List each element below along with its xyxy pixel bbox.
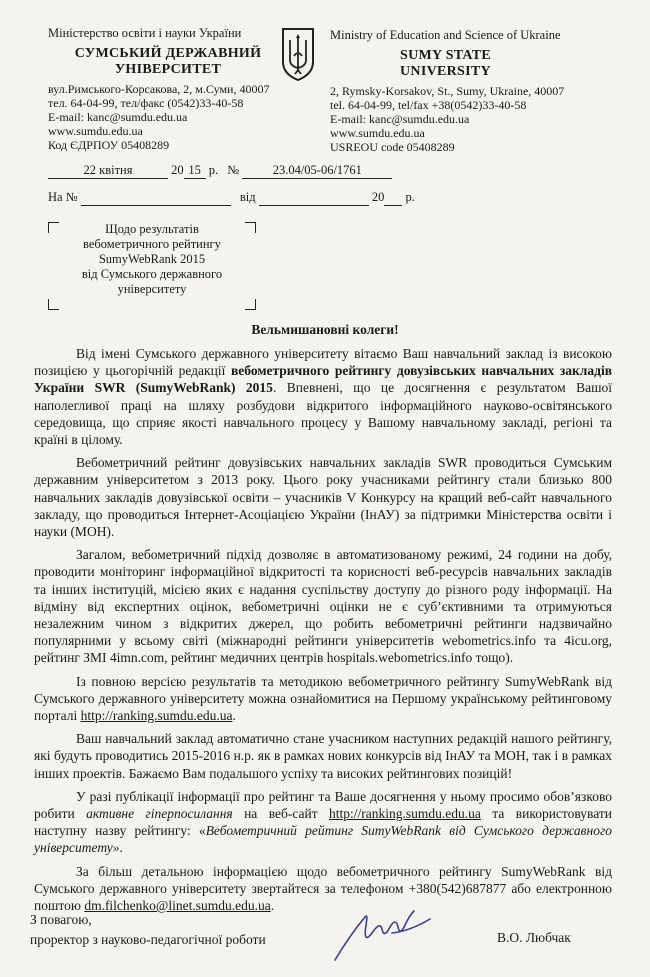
reference-year-unit: р. bbox=[405, 190, 415, 204]
registry-code-en: USREOU code 05408289 bbox=[330, 140, 455, 154]
signatory-name: В.О. Любчак bbox=[497, 930, 571, 945]
ministry-name-ua: Міністерство освіти і науки України bbox=[48, 26, 242, 40]
university-name-ua bbox=[48, 46, 288, 78]
contact-block-en bbox=[330, 84, 630, 154]
registry-code-ua: Код ЄДРПОУ 05408289 bbox=[48, 138, 170, 152]
p7-text-c: . bbox=[270, 898, 275, 914]
number-sign: № bbox=[227, 163, 240, 177]
university-name-en bbox=[330, 48, 630, 80]
subject-line-5: університету bbox=[117, 282, 187, 296]
letterhead-english bbox=[330, 28, 630, 154]
contact-block-ua bbox=[48, 82, 288, 152]
subject-line-3: SumyWebRank 2015 bbox=[98, 252, 206, 266]
paragraph-5: Ваш навчальний заклад автоматично стане учасником наступних редакцій нашого рейтингу, які будуть проводитись 2015-2016 н.р. як в рамках нових конкурсів від ІнАУ та МОН, так і в рамках інших проектів. Бажаємо Вам подальшого успіху та високих рейтингових позицій! bbox=[34, 731, 612, 781]
p6-text-c: на веб-сайт bbox=[232, 806, 330, 822]
address-ua: вул.Римського-Корсакова, 2, м.Суми, 40007 bbox=[48, 82, 270, 96]
subject-line-4: від Сумського державного bbox=[81, 267, 223, 281]
signatory-position: проректор з науково-педагогічної роботи bbox=[30, 932, 266, 947]
p4-text-c: . bbox=[232, 708, 236, 724]
university-name-en-line1: SUMY STATE bbox=[400, 48, 492, 63]
phone-en: tel. 64-04-99, tel/fax +38(0542)33-40-58 bbox=[330, 98, 527, 112]
website-en: www.sumdu.edu.ua bbox=[330, 126, 425, 140]
paragraph-2: Вебометричний рейтинг довузівських навчальних закладів SWR проводиться Сумським державним університетом з 2013 року. Цього року учасниками рейтингу стали близько 800 навчальних закладів довузівської освіти – учасників V Конкурсу на кращий веб-сайт навчального закладу, що проводиться Інтернет-Асоціацією України (ІнАУ) за підтримки Міністерства освіти і науки (МОН). bbox=[34, 455, 612, 540]
subject-block bbox=[48, 222, 256, 310]
subject-line-1: Щодо результатів bbox=[105, 222, 199, 236]
year-prefix: 20 bbox=[171, 163, 184, 177]
reference-year-blank bbox=[384, 190, 402, 206]
paragraph-7 bbox=[34, 863, 612, 915]
p6-text-f: . bbox=[119, 840, 123, 856]
reference-label: На № bbox=[48, 190, 78, 204]
address-en: 2, Rymsky-Korsakov, St., Sumy, Ukraine, 40007 bbox=[330, 84, 565, 98]
year-unit: р. bbox=[208, 163, 219, 177]
university-name-ua-line2: УНІВЕРСИТЕТ bbox=[114, 62, 222, 77]
university-name-ua-line1: СУМСЬКИЙ ДЕРЖАВНИЙ bbox=[74, 46, 262, 61]
email-ua: E-mail: kanc@sumdu.edu.ua bbox=[48, 110, 188, 124]
outgoing-registration-line bbox=[48, 163, 392, 179]
letter-body bbox=[34, 345, 612, 920]
letter-number: 23.04/05-06/1761 bbox=[242, 163, 392, 179]
from-label: від bbox=[239, 190, 256, 204]
p7-text-a: За більш детальною інформацією щодо вебометричного рейтингу SumyWebRank від Сумського державного університету звертайтеся за телефоном +380(542)687877 або електронною поштою bbox=[34, 863, 612, 914]
year-suffix: 15 bbox=[184, 163, 206, 179]
paragraph-3: Загалом, вебометричний підхід дозволяє в автоматизованому режимі, 24 години на добу, проводити моніторинг інформаційної відкритості та корисності веб-ресурсів навчальних закладів та інших інституцій, місією яких є надання суспільству доступу до різного роду інформації. На відміну від експертних оцінок, вебометричні оцінки не є суб’єктивними та отримуються незалежним чином з відкритих джерел, що робить вебометричні рейтинги надзвичайно популярними у всьому світі (міжнародні рейтинги університетів webometrics.info та 4icu.org, рейтинг ЗМІ 4imn.com, рейтинг медичних центрів hospitals.webometrics.info тощо). bbox=[34, 547, 612, 666]
email-en: E-mail: kanc@sumdu.edu.ua bbox=[330, 112, 470, 126]
coat-of-arms-icon bbox=[280, 26, 316, 82]
regards: З повагою, bbox=[30, 912, 92, 927]
reference-year-prefix: 20 bbox=[371, 190, 385, 204]
subject-corner-bl bbox=[48, 299, 59, 310]
subject-text bbox=[48, 222, 256, 297]
letter-date: 22 квітня bbox=[48, 163, 168, 179]
ranking-portal-link[interactable]: http://ranking.sumdu.edu.ua bbox=[80, 708, 233, 724]
incoming-reference-line bbox=[48, 190, 415, 206]
p1-text-c: . Впевнені, що це досягнення є результатом Вашої наполегливої праці на шляху розбудови відкритого інформаційного науково-освітянського середовища, що сприяє якості навчального процесу у Вашому навчальному закладі, регіоні та країні в цілому. bbox=[34, 380, 612, 448]
p6-text-a: У разі публікації інформації про рейтинг та Ваше досягнення у ньому просимо обов’язково робити bbox=[34, 788, 612, 822]
salutation: Вельмишановні колеги! bbox=[251, 322, 399, 337]
handwritten-signature bbox=[330, 905, 440, 965]
paragraph-1 bbox=[34, 345, 612, 448]
p4-text-a: Із повною версією результатів та методикою вебометричного рейтингу SumyWebRank від Сумського державного університету можна ознайомитися на Першому українському рейтинговому порталі bbox=[34, 673, 612, 724]
letterhead-ukrainian bbox=[48, 26, 288, 152]
website-ua: www.sumdu.edu.ua bbox=[48, 124, 143, 138]
contact-email-link[interactable]: dm.filchenko@linet.sumdu.edu.ua bbox=[84, 898, 271, 914]
phone-ua: тел. 64-04-99, тел/факс (0542)33-40-58 bbox=[48, 96, 244, 110]
p6-text-d: та використовувати наступну назву рейтингу: « bbox=[34, 806, 613, 839]
closing-block bbox=[30, 910, 266, 950]
subject-line-2: вебометричного рейтингу bbox=[83, 237, 221, 251]
p6-hyperlink-phrase: активне гіперпосилання bbox=[86, 806, 233, 822]
subject-corner-br bbox=[245, 299, 256, 310]
ranking-site-link[interactable]: http://ranking.sumdu.edu.ua bbox=[329, 806, 481, 822]
p1-rating-name: вебометричного рейтингу довузівських навчальних закладів України SWR (SumyWebRank) 2015 bbox=[34, 363, 613, 396]
reference-date-blank bbox=[259, 190, 369, 206]
paragraph-4 bbox=[34, 673, 612, 725]
reference-number-blank bbox=[81, 190, 231, 206]
p1-text-a: Від імені Сумського державного університету вітаємо Ваш навчальний заклад із високою позицією у цьогорічній редакції bbox=[34, 346, 612, 379]
paragraph-6 bbox=[34, 788, 612, 857]
p6-rating-title: Вебометричний рейтинг SumyWebRank від Сумського державного університету» bbox=[34, 823, 612, 856]
ministry-name-en: Ministry of Education and Science of Ukraine bbox=[330, 28, 561, 42]
university-name-en-line2: UNIVERSITY bbox=[400, 64, 491, 79]
